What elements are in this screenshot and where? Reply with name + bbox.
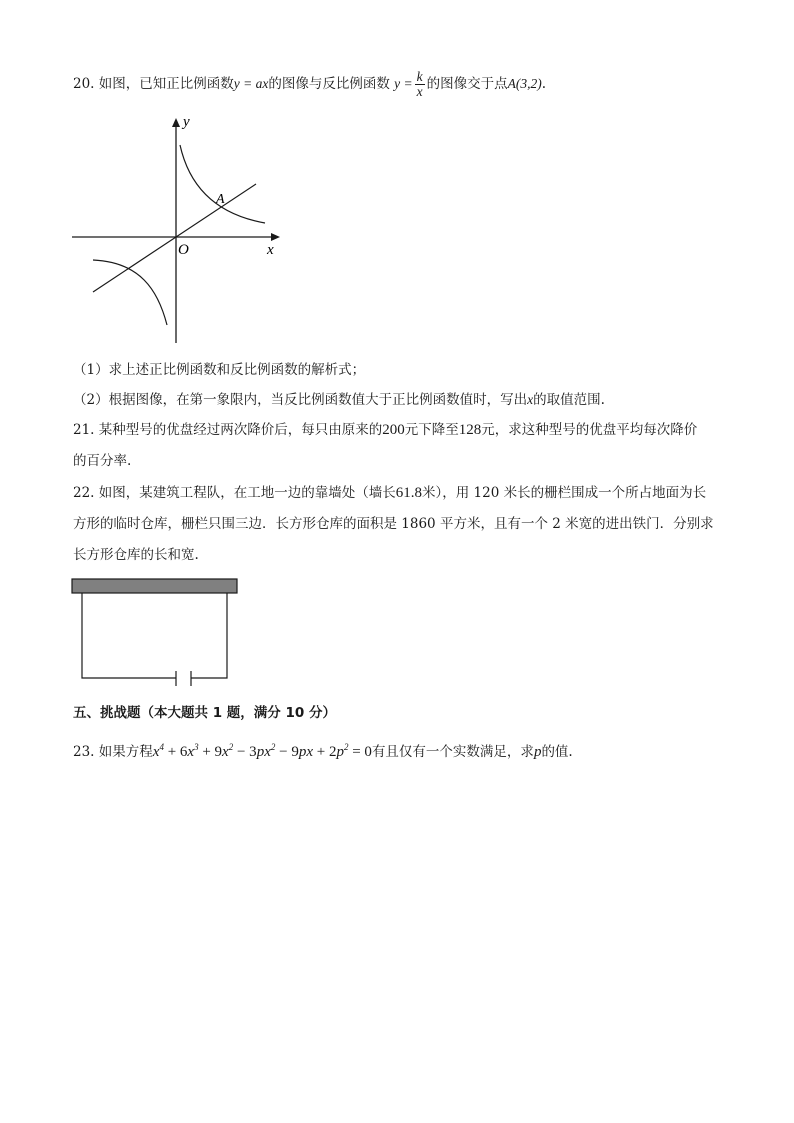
q21-value-128: 128 [458,422,482,438]
q20-part2 [73,391,605,409]
q20-part2-b: 的取值范围. [533,392,605,408]
q22-warehouse-diagram [70,576,242,692]
q23-statement [73,738,573,761]
y-axis-arrow [172,118,180,127]
origin-label: O [178,242,189,258]
q20-fn1: y = ax [233,76,269,91]
q22-line1-b: 米），用 120 米长的栅栏围成一个所占地面为长 [422,485,707,501]
q21-line2: 的百分率. [73,453,132,469]
q22-line1 [73,484,706,502]
q22-line1-a: 22. 如图，某建筑工程队，在工地一边的靠墙处（墙长 [73,485,396,501]
q23-prefix: 23. 如果方程 [73,744,153,760]
proportional-line [93,184,256,292]
q21-line1-b: 元下降至 [404,422,459,438]
q20-part1: （1）求上述正比例函数和反比例函数的解析式； [73,362,366,378]
fence-right [191,593,227,678]
q20-fn2-lhs: y = [394,76,413,91]
q20-mid: 的图像与反比例函数 [268,76,390,92]
q20-graph [70,110,285,350]
q23-end: 的值. [541,744,573,760]
q22-wall-length: 61.8 [395,485,423,501]
q20-end: . [541,76,547,92]
fence [82,593,176,678]
hyperbola-branch-q3 [93,260,167,325]
q20-suffix: 的图像交于点 [426,76,508,92]
q22-line3: 长方形仓库的长和宽. [73,547,199,563]
q20-part2-var: x [527,392,534,407]
q21-line1 [73,421,697,439]
q20-fn2-den: x [416,84,423,99]
q21-value-200: 200 [382,422,405,438]
point-a-label: A [216,192,225,207]
section5-title: 五、挑战题（本大题共 1 题，满分 10 分） [73,705,336,721]
x-axis-arrow [271,233,280,241]
x-axis-label: x [267,242,274,258]
q22-line2: 方形的临时仓库，栅栏只围三边．长方形仓库的面积是 1860 平方米，且有一个 2 米宽的进出铁门．分别求 [73,516,714,532]
q20-statement [73,70,546,99]
q23-equation: $x^4 + 6x^3 + 9x^2 - 3px^2 - 9px + 2p^2 = 0$ [152,742,372,760]
q21-line1-a: 21. 某种型号的优盘经过两次降价后，每只由原来的 [73,422,383,438]
hyperbola-branch-q1 [180,145,265,223]
q21-line1-c: 元，求这种型号的优盘平均每次降价 [481,422,698,438]
y-axis-label: y [183,114,190,130]
q23-var: p [533,744,542,760]
q20-point: A(3,2) [507,76,542,91]
q20-part2-a: （2）根据图像，在第一象限内，当反比例函数值大于正比例函数值时，写出 [73,392,528,408]
q23-suffix: 有且仅有一个实数满足，求 [371,744,534,760]
q20-fn2-fraction [415,70,425,99]
q20-fn2-num: k [416,69,423,84]
q20-prefix: 20. 如图，已知正比例函数 [73,76,234,92]
wall [72,579,237,593]
